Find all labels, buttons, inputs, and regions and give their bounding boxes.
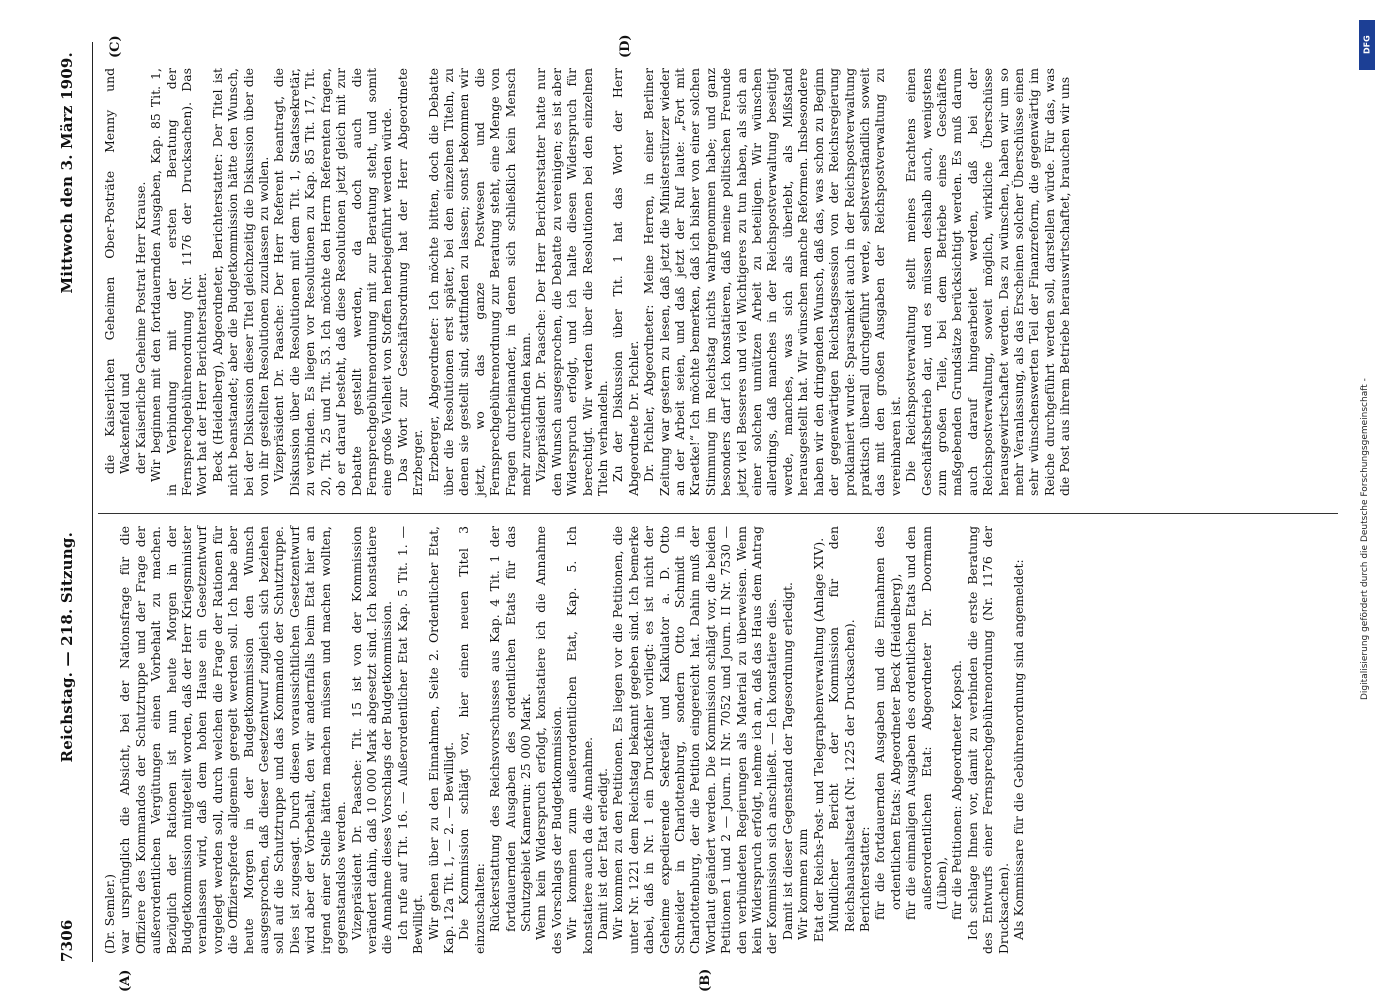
- paragraph: Berichterstatter:: [856, 826, 872, 932]
- paragraph: Vizepräsident Dr. Paasche: Der Herr Berichterstatter hatte nur den Wunsch ausgesprochen, die Debatte zu vereinigen; es ist aber Widerspruch erfolgt, und ich halte diesen Widerspruch für berechtigt. Wir werden über die Resolutionen bei den einzelnen Titeln verhandeln.: [533, 68, 610, 496]
- margin-mark-d: (D): [618, 34, 633, 58]
- margin-mark-a: (A): [118, 969, 133, 992]
- paragraph: Wir beginnen mit den fortdauernden Ausgaben, Kap. 85 Tit. 1, in Verbindung mit der ersten Beratung der Fernsprechgebührenordnung (Nr. 1176 der Drucksachen). Das Wort hat der Herr Berichterstatter.: [148, 68, 210, 496]
- paragraph: Ich rufe auf Tit. 16. — Außerordentlicher Etat Kap. 5 Tit. 1. — Bewilligt.: [394, 526, 426, 954]
- column-rule: [98, 513, 1338, 514]
- paragraph: war ursprünglich die Absicht, bei der Nationsfrage für die Offiziere des Kommandos der Schutztruppe und der Frage der außerordentlichen Vergütungen einen Vorbehalt zu machen. Bezüglich der Rationen ist nun heute Morgen in der Budgetkommission mitgeteilt worden, daß der Herr Kriegsminister veranlassen wird, daß dem hohen Hause ein Gesetzentwurf vorgelegt werden soll, durch welchen die Frage der Rationen für die Offizierspferde allgemein geregelt werden soll. Ich habe aber heute Morgen in der Budgetkommission den Wunsch ausgesprochen, daß dieser Gesetzentwurf zugleich sich beziehen soll auf die Schutztruppe und das Kommando der Schutztruppe. Dies ist zugesagt. Durch diesen voraussichtlichen Gesetzentwurf wird aber der Vorbehalt, den wir andernfalls beim Etat hier an irgend einer Stelle hätten machen müssen und machen wollten, gegenstandslos werden.: [117, 526, 349, 954]
- paragraph: für die fortdauernden Ausgaben und die Einnahmen des ordentlichen Etats: Abgeordneter Beck (Heidelberg),: [872, 526, 903, 920]
- paragraph: die Kaiserlichen Geheimen Ober-Posträte Menny und Wackenfeld und: [102, 68, 133, 474]
- margin-mark-c: (C): [108, 35, 123, 58]
- right-column: [102, 68, 1073, 496]
- paragraph: Die Kommission schlägt vor, hier einen neuen Titel 3 einzuschalten:: [456, 526, 487, 954]
- header-rule: [92, 42, 93, 962]
- paragraph: Als Kommissare für die Gebührenordnung sind angemeldet:: [1010, 559, 1026, 940]
- paragraph: Wir kommen zum: [795, 828, 811, 940]
- paragraph: Zu der Diskussion über Tit. 1 hat das Wort der Herr Abgeordnete Dr. Pichler.: [610, 68, 641, 496]
- paragraph: Mündlicher Bericht der Kommission für den Reichshaushaltsetat (Nr. 1225 der Drucksachen).: [826, 526, 857, 932]
- paragraph: Die Reichspostverwaltung stellt meines Erachtens einen Geschäftsbetrieb dar, und es müssen deshalb auch, wenigstens zum großen Teile, bei dem Betriebe eines Geschäftes maßgebenden Grundsätze berücksichtigt werden. Es muß darum auch darauf hingearbeitet werden, daß bei der Reichspostverwaltung, soweit möglich, wirkliche Überschüsse herausgewirtschaftet werden. Das zu wünschen, haben wir um so mehr Veranlassung, als das Erscheinen solcher Überschüsse einen sehr wünschenswerten Teil der Finanzreform, die gegenwärtig im Reiche durchgeführt werden soll, darstellen würde. Für das, was die Post aus ihrem Betriebe herauswirtschaftet, brauchen wir uns: [903, 68, 1073, 496]
- credit-text: Digitalisierung gefördert durch die Deutsche Forschungsgemeinschaft -: [1360, 378, 1370, 700]
- paragraph: Dr. Pichler, Abgeordneter: Meine Herren, in einer Berliner Zeitung war gestern zu lesen, daß jetzt die Ministerstürzer wieder an der Arbeit seien, und daß jetzt der Ruf laute: „Fort mit Kraetke!“ Ich möchte bemerken, daß ich bisher von einer solchen Stimmung im Reichstag nichts wahrgenommen habe; und ganz besonders darf ich konstatieren, daß meine politischen Freunde jetzt viel Besseres und viel Wichtigeres zu tun haben, als sich an einer solchen unnützen Arbeit zu beteiligen. Wir wünschen allerdings, daß manches in der Reichspostverwaltung beseitigt werde, manches, was sich als überlebt, als Mißstand herausgestellt hat. Wir wünschen manche Reformen. Insbesondere haben wir den dringenden Wunsch, daß das, was schon zu Beginn der gegenwärtigen Reichstagssession von der Reichsregierung proklamiert wurde: Sparsamkeit auch in der Reichspostverwaltung praktisch überall durchgeführt werde, selbstverständlich soweit das mit den großen Ausgaben der Reichspostverwaltung zu vereinbaren ist.: [641, 68, 903, 496]
- paragraph: Wir kommen zum außerordentlichen Etat, Kap. 5. Ich konstatiere auch da die Annahme.: [564, 526, 595, 954]
- paragraph: Damit ist der Etat erledigt.: [595, 768, 610, 940]
- paragraph: Wir kommen zu den Petitionen. Es liegen vor die Petitionen, die unter Nr. 1221 dem Reichstag bekannt gegeben sind. Ich bemerke dabei, daß in Nr. 1 ein Druckfehler vorliegt: es ist nicht der Geheime expedierende Sekretär und Kalkulator a. D. Otto Schneider in Charlottenburg, sondern Otto Schmidt in Charlottenburg, der die Petition eingereicht hat. Dahin muß der Wortlaut geändert werden. Die Kommission schlägt vor, die beiden Petitionen 1 und 2 — Journ. II Nr. 7052 und Journ. II Nr. 7530 — den verbündeten Regierungen als Material zu überweisen. Wenn kein Widerspruch erfolgt, nehme ich an, daß das Haus dem Antrag der Kommission sich anschließt. — Ich konstatiere dies.: [610, 526, 780, 954]
- header-right: Mittwoch den 3. März 1909.: [58, 52, 76, 294]
- page-number: 7306: [58, 919, 76, 962]
- digitization-credit: [1356, 10, 1380, 990]
- paragraph: Wenn kein Widerspruch erfolgt, konstatiere ich die Annahme des Vorschlags der Budgetkommission.: [533, 526, 564, 954]
- page-header: [58, 42, 88, 962]
- paragraph: Etat der Reichs-Post- und Telegraphenverwaltung (Anlage XIV).: [810, 537, 826, 943]
- margin-mark-b: (B): [698, 968, 713, 992]
- paragraph: (Dr. Semler.): [102, 874, 117, 954]
- paragraph: Damit ist dieser Gegenstand der Tagesordnung erledigt.: [779, 582, 795, 940]
- paragraph: Vizepräsident Dr. Paasche: Der Herr Referent beantragt, die Diskussion über die Resolutionen mit dem Tit. 1, Staatssekretär, zu verbinden. Es liegen vor Resolutionen zu Kap. 85 Tit. 17, Tit. 20, Tit. 25 und Tit. 53. Ich möchte den Herrn Referenten fragen, ob er darauf besteht, daß diese Resolutionen jetzt gleich mit zur Debatte gestellt werden, da doch auch die Fernsprechgebührenordnung mit zur Beratung steht, und somit eine große Vielheit von Stoffen herbeigeführt werden würde.: [271, 68, 395, 496]
- left-column: [102, 526, 1026, 954]
- paragraph: Vizepräsident Dr. Paasche: Tit. 15 ist von der Kommission verändert dahin, daß 10 000 Mark abgesetzt sind. Ich konstatiere die Annahme dieses Vorschlags der Budgetkommission.: [348, 526, 395, 954]
- paragraph: Ich schlage Ihnen vor, damit zu verbinden die erste Beratung des Entwurfs einer Fernsprechgebührenordnung (Nr. 1176 der Drucksachen).: [964, 526, 1011, 954]
- paragraph: Erzberger, Abgeordneter: Ich möchte bitten, doch die Debatte über die Resolutionen erst später, bei den einzelnen Titeln, zu denen sie gestellt sind, stattfinden zu lassen; sonst bekommen wir jetzt, wo das ganze Postwesen und die Fernsprechgebührenordnung zur Beratung steht, eine Menge von Fragen durcheinander, in denen sich schließlich kein Mensch mehr zurechtfinden kann.: [425, 68, 533, 496]
- paragraph: für die einmaligen Ausgaben des ordentlichen Etats und den außerordentlichen Etat: Abgeordneter Dr. Doormann (Lüben),: [903, 526, 949, 920]
- paragraph: Rückerstattung des Reichsvorschusses aus Kap. 4 Tit. 1 der fortdauernden Ausgaben des ordentlichen Etats für das Schutzgebiet Kamerun: 25 000 Mark.: [487, 526, 533, 932]
- paragraph: Das Wort zur Geschäftsordnung hat der Herr Abgeordnete Erzberger.: [394, 68, 426, 496]
- dfg-logo: DFG: [1359, 20, 1375, 70]
- document-page: [58, 34, 1348, 992]
- paragraph: für die Petitionen: Abgeordneter Kopsch.: [949, 660, 965, 920]
- paragraph: der Kaiserliche Geheime Postrat Herr Krause.: [132, 181, 148, 474]
- header-left: Reichstag. — 218. Sitzung.: [58, 532, 76, 763]
- paragraph: Wir gehen über zu den Einnahmen, Seite 2. Ordentlicher Etat, Kap. 12a Tit. 1, — 2. — Bewilligt.: [425, 526, 456, 954]
- paragraph: Beck (Heidelberg), Abgeordneter, Berichterstatter: Der Titel ist nicht beanstandet; aber die Budgetkommission hätte den Wunsch, bei der Diskussion dieser Titel gleichzeitig die Diskussion über die von ihr gestellten Resolutionen zuzulassen zu wollen.: [209, 68, 272, 496]
